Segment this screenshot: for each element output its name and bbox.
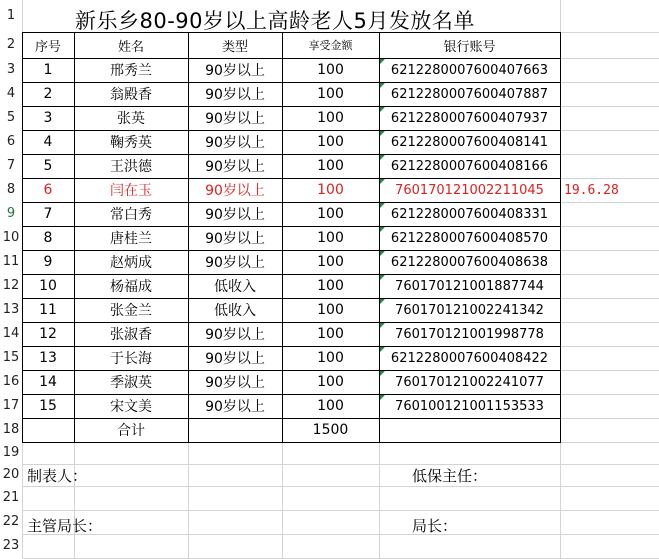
gridline <box>22 486 659 487</box>
row-name[interactable]: 鞠秀英 <box>110 135 152 151</box>
row-note[interactable]: 19.6.28 <box>564 182 619 198</box>
row-account[interactable]: 760170121002241342 <box>395 302 544 318</box>
gridline <box>22 534 659 535</box>
row-header[interactable]: 3 <box>0 58 22 82</box>
row-account[interactable]: 6212280007600408638 <box>390 254 549 270</box>
row-seq[interactable]: 5 <box>43 158 53 174</box>
row-name[interactable]: 季淑英 <box>110 375 152 391</box>
row-amount[interactable]: 100 <box>317 230 344 246</box>
gridline <box>188 442 189 558</box>
row-header[interactable]: 13 <box>0 298 22 322</box>
row-account[interactable]: 760170121001998778 <box>395 326 544 342</box>
row-amount[interactable]: 100 <box>317 398 344 414</box>
row-seq[interactable]: 1 <box>43 62 53 78</box>
number-as-text-marker <box>380 347 385 352</box>
number-as-text-marker <box>380 107 385 112</box>
row-seq[interactable]: 4 <box>43 134 53 150</box>
row-name[interactable]: 赵炳成 <box>110 255 152 271</box>
row-header[interactable]: 1 <box>0 0 22 32</box>
row-name[interactable]: 宋文美 <box>110 399 152 415</box>
gridline <box>379 442 380 558</box>
number-as-text-marker <box>380 275 385 280</box>
table-border <box>560 32 561 442</box>
row-seq[interactable]: 13 <box>39 350 57 366</box>
row-amount[interactable]: 100 <box>317 110 344 126</box>
row-account[interactable]: 6212280007600407937 <box>390 110 549 126</box>
row-account[interactable]: 6212280007600407887 <box>390 86 549 102</box>
number-as-text-marker <box>380 251 385 256</box>
row-amount[interactable]: 100 <box>317 86 344 102</box>
number-as-text-marker <box>380 59 385 64</box>
maker-label: 制表人： <box>27 467 88 485</box>
row-header[interactable]: 21 <box>0 486 22 510</box>
row-amount[interactable]: 100 <box>317 182 344 198</box>
row-seq[interactable]: 9 <box>43 254 53 270</box>
row-account[interactable]: 6212280007600408570 <box>390 230 549 246</box>
row-type[interactable]: 90岁以上 <box>205 111 265 127</box>
row-seq[interactable]: 10 <box>39 278 57 294</box>
row-header[interactable]: 15 <box>0 346 22 370</box>
gridline <box>282 442 283 558</box>
gridline <box>22 464 659 465</box>
row-seq[interactable]: 8 <box>43 230 53 246</box>
row-type[interactable]: 低收入 <box>214 279 256 295</box>
number-as-text-marker <box>380 131 385 136</box>
row-name[interactable]: 张淑香 <box>110 327 152 343</box>
row-name[interactable]: 常白秀 <box>110 207 152 223</box>
row-type[interactable]: 90岁以上 <box>205 87 265 103</box>
row-header[interactable]: 20 <box>0 464 22 486</box>
number-as-text-marker <box>380 299 385 304</box>
row-type[interactable]: 90岁以上 <box>205 399 265 415</box>
row-amount[interactable]: 100 <box>317 62 344 78</box>
supervisor-label: 低保主任： <box>412 467 488 485</box>
row-header[interactable]: 8 <box>0 178 22 202</box>
row-header[interactable]: 4 <box>0 82 22 106</box>
row-seq[interactable]: 14 <box>39 374 57 390</box>
table-border <box>22 442 561 443</box>
row-header[interactable]: 17 <box>0 394 22 418</box>
row-name[interactable]: 翁殿香 <box>110 87 152 103</box>
number-as-text-marker <box>380 203 385 208</box>
row-seq[interactable]: 6 <box>43 182 53 198</box>
row-account[interactable]: 6212280007600408141 <box>390 134 549 150</box>
row-amount[interactable]: 100 <box>317 302 344 318</box>
row-amount[interactable]: 100 <box>317 326 344 342</box>
number-as-text-marker <box>380 323 385 328</box>
row-header[interactable]: 7 <box>0 154 22 178</box>
row-header[interactable]: 14 <box>0 322 22 346</box>
row-header[interactable]: 16 <box>0 370 22 394</box>
number-as-text-marker <box>380 83 385 88</box>
row-account[interactable]: 6212280007600408166 <box>390 158 549 174</box>
row-type[interactable]: 90岁以上 <box>205 255 265 271</box>
row-header[interactable]: 10 <box>0 226 22 250</box>
row-type[interactable]: 90岁以上 <box>205 327 265 343</box>
number-as-text-marker <box>380 371 385 376</box>
row-header[interactable]: 18 <box>0 418 22 442</box>
header-name[interactable]: 姓名 <box>117 39 144 55</box>
total-label[interactable]: 合计 <box>117 423 145 439</box>
row-type[interactable]: 90岁以上 <box>205 231 265 247</box>
row-account[interactable]: 760170121002241077 <box>395 374 544 390</box>
row-type[interactable]: 低收入 <box>214 303 256 319</box>
number-as-text-marker <box>380 395 385 400</box>
row-amount[interactable]: 100 <box>317 134 344 150</box>
row-seq[interactable]: 3 <box>43 110 53 126</box>
row-account[interactable]: 760100121001153533 <box>395 398 544 414</box>
row-header[interactable]: 2 <box>0 32 22 58</box>
sheet-title: 新乐乡80-90岁以上高龄老人5月发放名单 <box>75 9 475 33</box>
row-header[interactable]: 9 <box>0 202 22 226</box>
row-type[interactable]: 90岁以上 <box>205 183 265 199</box>
row-type[interactable]: 90岁以上 <box>205 63 265 79</box>
number-as-text-marker <box>380 227 385 232</box>
total-amount[interactable]: 1500 <box>312 422 349 438</box>
row-name[interactable]: 王洪德 <box>110 159 152 175</box>
row-name[interactable]: 于长海 <box>110 351 152 367</box>
row-type[interactable]: 90岁以上 <box>205 207 265 223</box>
row-seq[interactable]: 2 <box>43 86 53 102</box>
director-label: 主管局长： <box>27 517 103 535</box>
row-type[interactable]: 90岁以上 <box>205 159 265 175</box>
row-account[interactable]: 6212280007600407663 <box>390 62 549 78</box>
header-type[interactable]: 类型 <box>221 39 248 55</box>
row-amount[interactable]: 100 <box>317 206 344 222</box>
row-header[interactable]: 5 <box>0 106 22 130</box>
row-header[interactable]: 22 <box>0 510 22 534</box>
row-account[interactable]: 6212280007600408422 <box>390 350 549 366</box>
row-header[interactable]: 6 <box>0 130 22 154</box>
row-header[interactable]: 19 <box>0 442 22 464</box>
row-account[interactable]: 6212280007600408331 <box>390 206 549 222</box>
row-type[interactable]: 90岁以上 <box>205 375 265 391</box>
row-name[interactable]: 邢秀兰 <box>110 63 152 79</box>
row-amount[interactable]: 100 <box>317 158 344 174</box>
header-amount[interactable]: 享受金额 <box>308 39 353 52</box>
row-type[interactable]: 90岁以上 <box>205 135 265 151</box>
row-type[interactable]: 90岁以上 <box>205 351 265 367</box>
row-seq[interactable]: 15 <box>39 398 57 414</box>
row-seq[interactable]: 11 <box>39 302 57 318</box>
row-header[interactable]: 11 <box>0 250 22 274</box>
number-as-text-marker <box>380 155 385 160</box>
row-account[interactable]: 760170121002211045 <box>395 182 544 198</box>
row-seq[interactable]: 7 <box>43 206 53 222</box>
header-seq[interactable]: 序号 <box>34 39 61 55</box>
row-header[interactable]: 23 <box>0 534 22 558</box>
row-name[interactable]: 张英 <box>117 111 145 127</box>
chief-label: 局长： <box>412 517 458 535</box>
number-as-text-marker <box>380 179 385 184</box>
row-seq[interactable]: 12 <box>39 326 57 342</box>
header-account[interactable]: 银行账号 <box>443 39 496 55</box>
row-name[interactable]: 唐桂兰 <box>110 231 152 247</box>
row-amount[interactable]: 100 <box>317 374 344 390</box>
gridline <box>22 510 659 511</box>
row-amount[interactable]: 100 <box>317 278 344 294</box>
row-name[interactable]: 闫在玉 <box>110 183 152 199</box>
row-header[interactable]: 12 <box>0 274 22 298</box>
row-account[interactable]: 760170121001887744 <box>395 278 544 294</box>
row-name[interactable]: 杨福成 <box>110 279 152 295</box>
row-name[interactable]: 张金兰 <box>110 303 152 319</box>
row-amount[interactable]: 100 <box>317 254 344 270</box>
gridline <box>74 442 75 558</box>
row-amount[interactable]: 100 <box>317 350 344 366</box>
